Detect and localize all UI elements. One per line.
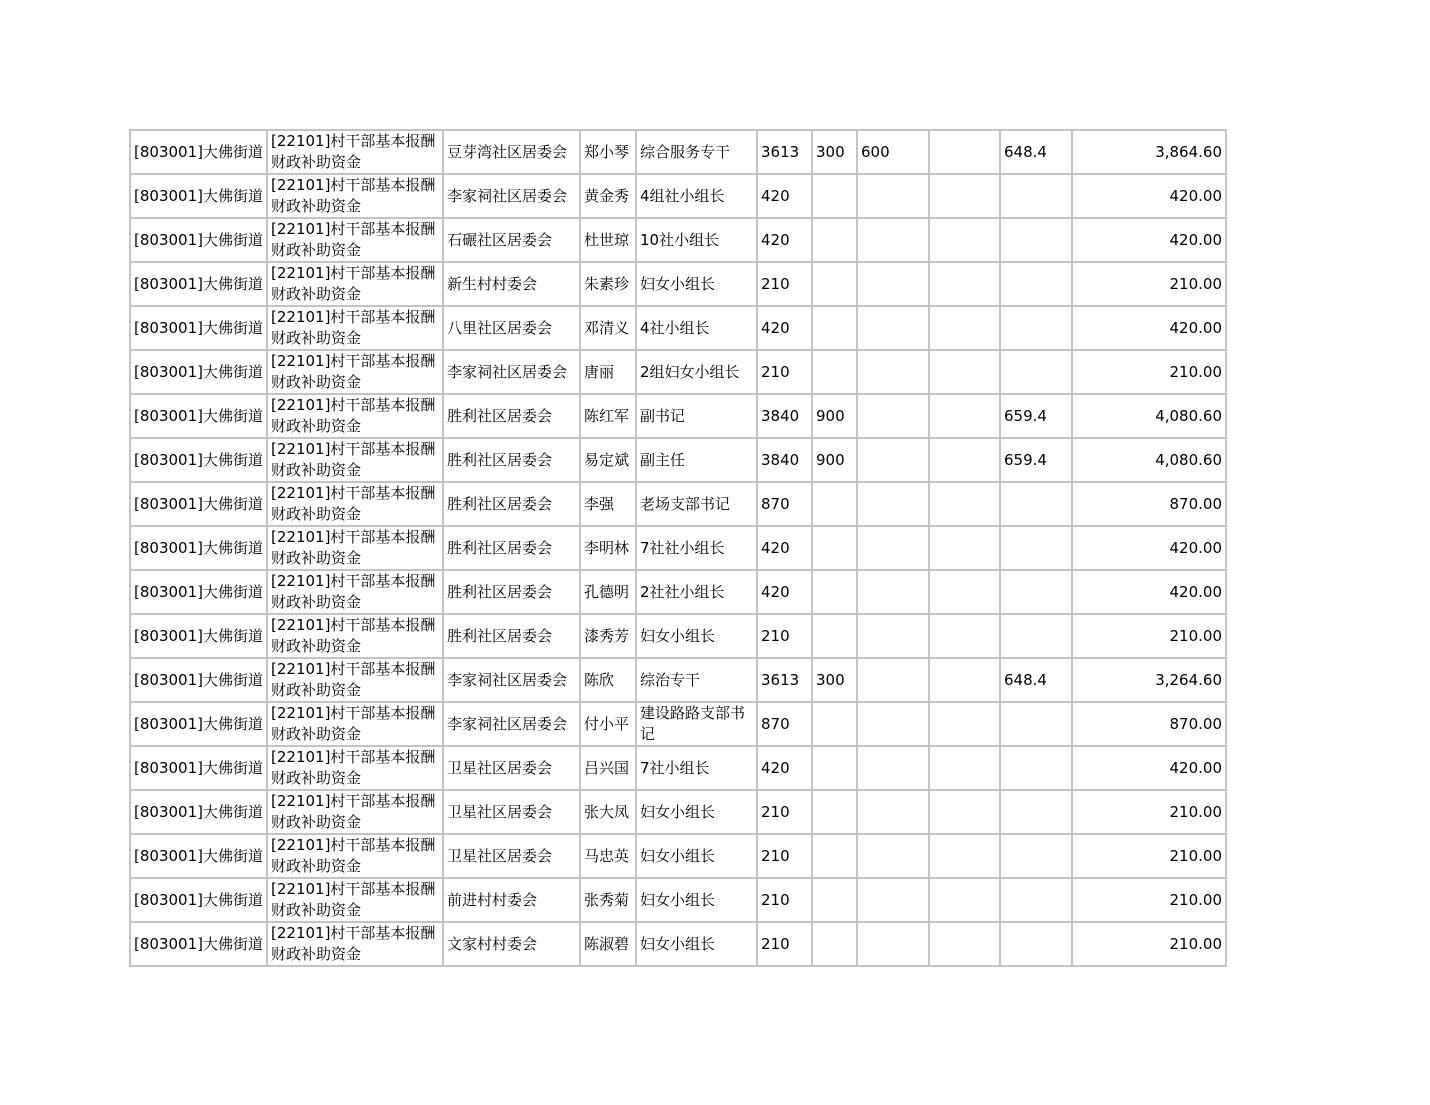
district-cell: [803001]大佛街道 [130, 878, 267, 922]
district-cell: [803001]大佛街道 [130, 790, 267, 834]
other-cell [929, 834, 1000, 878]
position-cell: 4社小组长 [636, 306, 757, 350]
extra-allowance-cell [857, 394, 929, 438]
district-cell: [803001]大佛街道 [130, 482, 267, 526]
committee-cell: 李家祠社区居委会 [443, 174, 580, 218]
deduction-cell [1000, 350, 1072, 394]
other-cell [929, 438, 1000, 482]
total-amount-cell: 210.00 [1072, 834, 1226, 878]
person-name-cell: 陈欣 [580, 658, 636, 702]
committee-cell: 胜利社区居委会 [443, 570, 580, 614]
fund-cell: [22101]村干部基本报酬财政补助资金 [267, 262, 443, 306]
table-row [130, 878, 1226, 922]
district-cell: [803001]大佛街道 [130, 218, 267, 262]
base-amount-cell: 3840 [757, 438, 812, 482]
other-cell [929, 746, 1000, 790]
committee-cell: 新生村村委会 [443, 262, 580, 306]
other-cell [929, 218, 1000, 262]
allowance-cell: 300 [812, 130, 857, 174]
person-name-cell: 陈红军 [580, 394, 636, 438]
extra-allowance-cell [857, 878, 929, 922]
table-row [130, 306, 1226, 350]
allowance-cell: 900 [812, 394, 857, 438]
committee-cell: 胜利社区居委会 [443, 394, 580, 438]
allowance-cell [812, 306, 857, 350]
position-cell: 妇女小组长 [636, 790, 757, 834]
district-cell: [803001]大佛街道 [130, 702, 267, 746]
allowance-cell [812, 922, 857, 966]
total-amount-cell: 420.00 [1072, 218, 1226, 262]
position-cell: 妇女小组长 [636, 614, 757, 658]
base-amount-cell: 210 [757, 262, 812, 306]
allowance-cell [812, 746, 857, 790]
total-amount-cell: 420.00 [1072, 306, 1226, 350]
district-cell: [803001]大佛街道 [130, 746, 267, 790]
extra-allowance-cell [857, 746, 929, 790]
table-row [130, 218, 1226, 262]
deduction-cell [1000, 482, 1072, 526]
total-amount-cell: 210.00 [1072, 922, 1226, 966]
committee-cell: 李家祠社区居委会 [443, 350, 580, 394]
position-cell: 综合服务专干 [636, 130, 757, 174]
total-amount-cell: 210.00 [1072, 614, 1226, 658]
deduction-cell [1000, 306, 1072, 350]
district-cell: [803001]大佛街道 [130, 834, 267, 878]
district-cell: [803001]大佛街道 [130, 394, 267, 438]
person-name-cell: 朱素珍 [580, 262, 636, 306]
position-cell: 老场支部书记 [636, 482, 757, 526]
base-amount-cell: 420 [757, 174, 812, 218]
fund-cell: [22101]村干部基本报酬财政补助资金 [267, 746, 443, 790]
other-cell [929, 790, 1000, 834]
extra-allowance-cell: 600 [857, 130, 929, 174]
position-cell: 综治专干 [636, 658, 757, 702]
table-row [130, 130, 1226, 174]
extra-allowance-cell [857, 438, 929, 482]
total-amount-cell: 210.00 [1072, 878, 1226, 922]
base-amount-cell: 3840 [757, 394, 812, 438]
total-amount-cell: 3,864.60 [1072, 130, 1226, 174]
fund-cell: [22101]村干部基本报酬财政补助资金 [267, 526, 443, 570]
district-cell: [803001]大佛街道 [130, 262, 267, 306]
table-row [130, 394, 1226, 438]
district-cell: [803001]大佛街道 [130, 526, 267, 570]
total-amount-cell: 210.00 [1072, 262, 1226, 306]
fund-cell: [22101]村干部基本报酬财政补助资金 [267, 130, 443, 174]
fund-cell: [22101]村干部基本报酬财政补助资金 [267, 218, 443, 262]
allowance-cell [812, 702, 857, 746]
position-cell: 2组妇女小组长 [636, 350, 757, 394]
committee-cell: 卫星社区居委会 [443, 834, 580, 878]
extra-allowance-cell [857, 834, 929, 878]
committee-cell: 胜利社区居委会 [443, 526, 580, 570]
person-name-cell: 付小平 [580, 702, 636, 746]
other-cell [929, 482, 1000, 526]
table-row [130, 790, 1226, 834]
fund-cell: [22101]村干部基本报酬财政补助资金 [267, 702, 443, 746]
deduction-cell [1000, 174, 1072, 218]
district-cell: [803001]大佛街道 [130, 350, 267, 394]
payroll-table [129, 129, 1227, 967]
allowance-cell [812, 570, 857, 614]
person-name-cell: 孔德明 [580, 570, 636, 614]
deduction-cell: 648.4 [1000, 130, 1072, 174]
committee-cell: 石碾社区居委会 [443, 218, 580, 262]
other-cell [929, 614, 1000, 658]
extra-allowance-cell [857, 702, 929, 746]
extra-allowance-cell [857, 922, 929, 966]
extra-allowance-cell [857, 658, 929, 702]
table-body [130, 130, 1226, 966]
committee-cell: 胜利社区居委会 [443, 438, 580, 482]
allowance-cell [812, 218, 857, 262]
extra-allowance-cell [857, 482, 929, 526]
extra-allowance-cell [857, 306, 929, 350]
table-row [130, 570, 1226, 614]
deduction-cell: 648.4 [1000, 658, 1072, 702]
fund-cell: [22101]村干部基本报酬财政补助资金 [267, 614, 443, 658]
other-cell [929, 526, 1000, 570]
other-cell [929, 394, 1000, 438]
district-cell: [803001]大佛街道 [130, 570, 267, 614]
extra-allowance-cell [857, 262, 929, 306]
committee-cell: 八里社区居委会 [443, 306, 580, 350]
deduction-cell [1000, 790, 1072, 834]
base-amount-cell: 210 [757, 350, 812, 394]
other-cell [929, 350, 1000, 394]
table-row [130, 262, 1226, 306]
district-cell: [803001]大佛街道 [130, 130, 267, 174]
other-cell [929, 878, 1000, 922]
committee-cell: 胜利社区居委会 [443, 614, 580, 658]
position-cell: 妇女小组长 [636, 922, 757, 966]
allowance-cell: 900 [812, 438, 857, 482]
position-cell: 2社社小组长 [636, 570, 757, 614]
district-cell: [803001]大佛街道 [130, 658, 267, 702]
other-cell [929, 702, 1000, 746]
person-name-cell: 邓清义 [580, 306, 636, 350]
district-cell: [803001]大佛街道 [130, 438, 267, 482]
extra-allowance-cell [857, 350, 929, 394]
total-amount-cell: 4,080.60 [1072, 394, 1226, 438]
total-amount-cell: 420.00 [1072, 526, 1226, 570]
deduction-cell [1000, 218, 1072, 262]
other-cell [929, 262, 1000, 306]
base-amount-cell: 210 [757, 614, 812, 658]
other-cell [929, 570, 1000, 614]
person-name-cell: 吕兴国 [580, 746, 636, 790]
deduction-cell [1000, 570, 1072, 614]
committee-cell: 文家村村委会 [443, 922, 580, 966]
person-name-cell: 漆秀芳 [580, 614, 636, 658]
person-name-cell: 陈淑碧 [580, 922, 636, 966]
total-amount-cell: 3,264.60 [1072, 658, 1226, 702]
committee-cell: 李家祠社区居委会 [443, 702, 580, 746]
base-amount-cell: 210 [757, 922, 812, 966]
fund-cell: [22101]村干部基本报酬财政补助资金 [267, 394, 443, 438]
deduction-cell [1000, 922, 1072, 966]
table-row [130, 614, 1226, 658]
allowance-cell [812, 878, 857, 922]
person-name-cell: 马忠英 [580, 834, 636, 878]
person-name-cell: 李明林 [580, 526, 636, 570]
extra-allowance-cell [857, 218, 929, 262]
extra-allowance-cell [857, 174, 929, 218]
committee-cell: 卫星社区居委会 [443, 746, 580, 790]
person-name-cell: 易定斌 [580, 438, 636, 482]
person-name-cell: 张大凤 [580, 790, 636, 834]
total-amount-cell: 870.00 [1072, 702, 1226, 746]
base-amount-cell: 420 [757, 746, 812, 790]
extra-allowance-cell [857, 526, 929, 570]
allowance-cell [812, 614, 857, 658]
position-cell: 7社社小组长 [636, 526, 757, 570]
fund-cell: [22101]村干部基本报酬财政补助资金 [267, 350, 443, 394]
position-cell: 妇女小组长 [636, 878, 757, 922]
base-amount-cell: 870 [757, 482, 812, 526]
allowance-cell [812, 526, 857, 570]
position-cell: 建设路路支部书记 [636, 702, 757, 746]
extra-allowance-cell [857, 790, 929, 834]
other-cell [929, 130, 1000, 174]
allowance-cell [812, 350, 857, 394]
fund-cell: [22101]村干部基本报酬财政补助资金 [267, 570, 443, 614]
base-amount-cell: 420 [757, 526, 812, 570]
position-cell: 4组社小组长 [636, 174, 757, 218]
table-row [130, 482, 1226, 526]
committee-cell: 卫星社区居委会 [443, 790, 580, 834]
total-amount-cell: 420.00 [1072, 570, 1226, 614]
allowance-cell [812, 174, 857, 218]
deduction-cell [1000, 614, 1072, 658]
extra-allowance-cell [857, 570, 929, 614]
allowance-cell [812, 482, 857, 526]
allowance-cell [812, 790, 857, 834]
district-cell: [803001]大佛街道 [130, 614, 267, 658]
table-row [130, 438, 1226, 482]
base-amount-cell: 870 [757, 702, 812, 746]
base-amount-cell: 210 [757, 878, 812, 922]
table-row [130, 834, 1226, 878]
position-cell: 副书记 [636, 394, 757, 438]
fund-cell: [22101]村干部基本报酬财政补助资金 [267, 482, 443, 526]
district-cell: [803001]大佛街道 [130, 174, 267, 218]
base-amount-cell: 210 [757, 790, 812, 834]
other-cell [929, 658, 1000, 702]
position-cell: 7社小组长 [636, 746, 757, 790]
position-cell: 妇女小组长 [636, 262, 757, 306]
base-amount-cell: 3613 [757, 130, 812, 174]
table-row [130, 922, 1226, 966]
fund-cell: [22101]村干部基本报酬财政补助资金 [267, 306, 443, 350]
table-row [130, 350, 1226, 394]
total-amount-cell: 210.00 [1072, 790, 1226, 834]
fund-cell: [22101]村干部基本报酬财政补助资金 [267, 790, 443, 834]
base-amount-cell: 420 [757, 570, 812, 614]
table-row [130, 526, 1226, 570]
total-amount-cell: 210.00 [1072, 350, 1226, 394]
total-amount-cell: 4,080.60 [1072, 438, 1226, 482]
person-name-cell: 郑小琴 [580, 130, 636, 174]
person-name-cell: 黄金秀 [580, 174, 636, 218]
table-row [130, 702, 1226, 746]
allowance-cell [812, 834, 857, 878]
position-cell: 妇女小组长 [636, 834, 757, 878]
base-amount-cell: 3613 [757, 658, 812, 702]
deduction-cell [1000, 878, 1072, 922]
fund-cell: [22101]村干部基本报酬财政补助资金 [267, 922, 443, 966]
table-row [130, 174, 1226, 218]
fund-cell: [22101]村干部基本报酬财政补助资金 [267, 174, 443, 218]
base-amount-cell: 420 [757, 218, 812, 262]
other-cell [929, 174, 1000, 218]
committee-cell: 前进村村委会 [443, 878, 580, 922]
district-cell: [803001]大佛街道 [130, 922, 267, 966]
other-cell [929, 306, 1000, 350]
allowance-cell: 300 [812, 658, 857, 702]
district-cell: [803001]大佛街道 [130, 306, 267, 350]
total-amount-cell: 420.00 [1072, 174, 1226, 218]
deduction-cell [1000, 746, 1072, 790]
table-row [130, 658, 1226, 702]
committee-cell: 胜利社区居委会 [443, 482, 580, 526]
fund-cell: [22101]村干部基本报酬财政补助资金 [267, 834, 443, 878]
fund-cell: [22101]村干部基本报酬财政补助资金 [267, 658, 443, 702]
total-amount-cell: 870.00 [1072, 482, 1226, 526]
fund-cell: [22101]村干部基本报酬财政补助资金 [267, 878, 443, 922]
person-name-cell: 杜世琼 [580, 218, 636, 262]
position-cell: 副主任 [636, 438, 757, 482]
deduction-cell [1000, 262, 1072, 306]
allowance-cell [812, 262, 857, 306]
base-amount-cell: 210 [757, 834, 812, 878]
table-row [130, 746, 1226, 790]
deduction-cell [1000, 526, 1072, 570]
deduction-cell [1000, 702, 1072, 746]
person-name-cell: 李强 [580, 482, 636, 526]
fund-cell: [22101]村干部基本报酬财政补助资金 [267, 438, 443, 482]
committee-cell: 李家祠社区居委会 [443, 658, 580, 702]
deduction-cell [1000, 834, 1072, 878]
committee-cell: 豆芽湾社区居委会 [443, 130, 580, 174]
person-name-cell: 张秀菊 [580, 878, 636, 922]
extra-allowance-cell [857, 614, 929, 658]
person-name-cell: 唐丽 [580, 350, 636, 394]
deduction-cell: 659.4 [1000, 438, 1072, 482]
position-cell: 10社小组长 [636, 218, 757, 262]
deduction-cell: 659.4 [1000, 394, 1072, 438]
total-amount-cell: 420.00 [1072, 746, 1226, 790]
other-cell [929, 922, 1000, 966]
base-amount-cell: 420 [757, 306, 812, 350]
